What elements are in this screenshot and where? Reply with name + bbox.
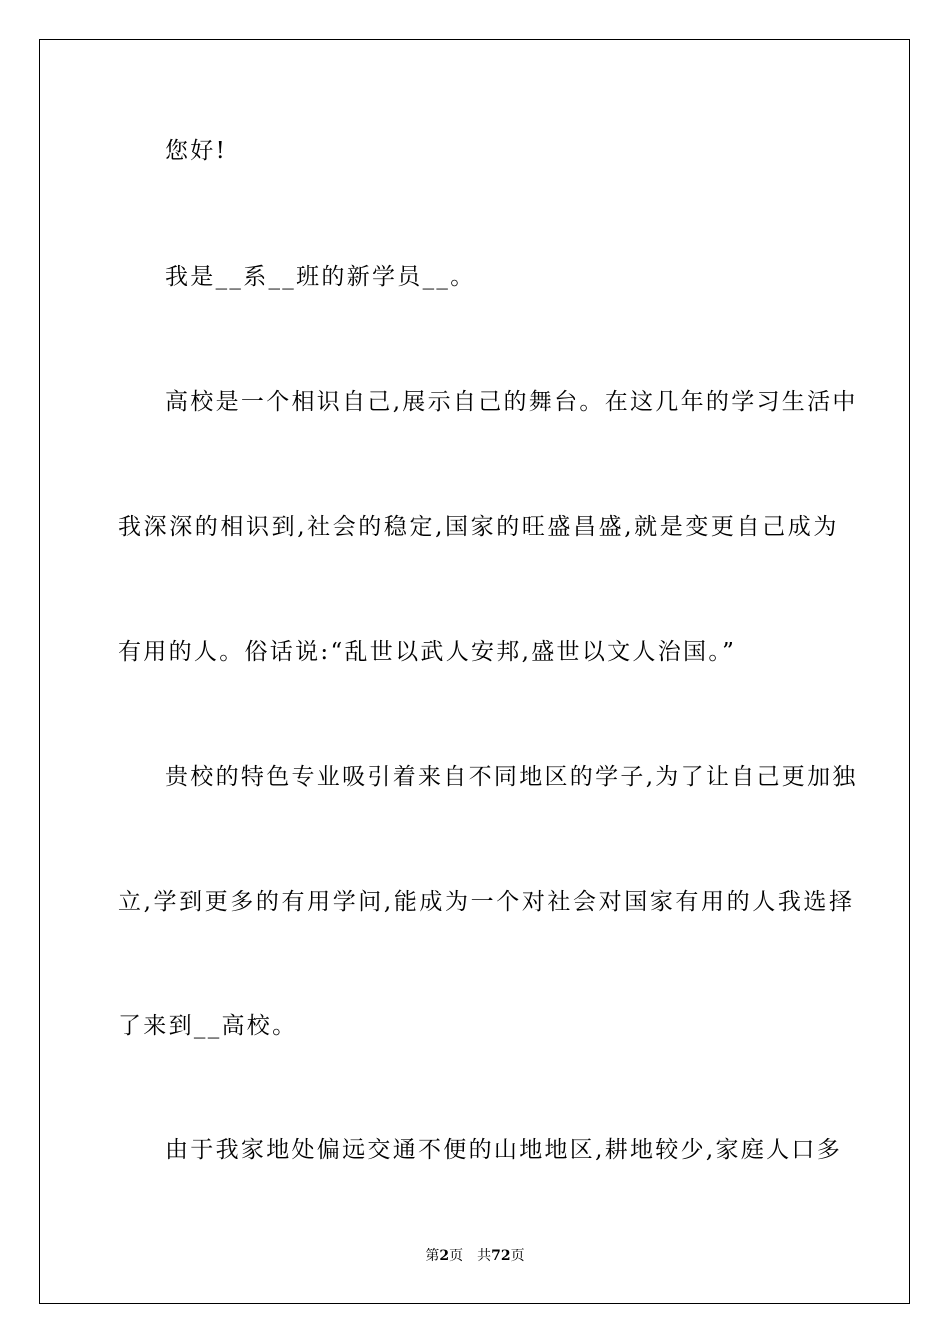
- paragraph-line: 了来到__高校。: [118, 1013, 298, 1039]
- paragraph-line: 高校是一个相识自己,展示自己的舞台。在这几年的学习生活中: [165, 389, 858, 415]
- page-footer: [0, 1247, 950, 1265]
- paragraph-line: 我深深的相识到,社会的稳定,国家的旺盛昌盛,就是变更自己成为: [118, 514, 839, 540]
- page-prefix: 第: [425, 1248, 440, 1264]
- paragraph-line: 贵校的特色专业吸引着来自不同地区的学子,为了让自己更加独: [165, 764, 858, 790]
- page-frame: [39, 39, 910, 1304]
- total-prefix: 共: [477, 1248, 492, 1264]
- page-number: 2: [439, 1248, 450, 1264]
- total-suffix: 页: [510, 1248, 525, 1264]
- paragraph-line: 立,学到更多的有用学问,能成为一个对社会对国家有用的人我选择: [118, 889, 855, 915]
- greeting-line: 您好!: [165, 138, 228, 164]
- intro-line: 我是__系__班的新学员__。: [165, 264, 476, 290]
- total-pages: 72: [491, 1248, 511, 1264]
- paragraph-line: 有用的人。俗话说:“乱世以武人安邦,盛世以文人治国。”: [118, 639, 737, 665]
- page-suffix: 页: [449, 1248, 464, 1264]
- paragraph-line: 由于我家地处偏远交通不便的山地地区,耕地较少,家庭人口多: [165, 1137, 843, 1163]
